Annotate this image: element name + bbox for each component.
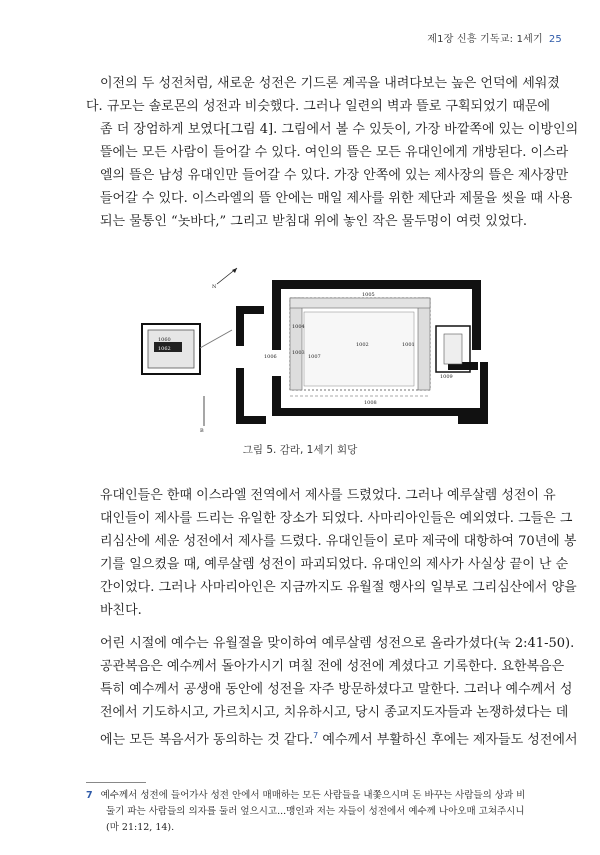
text-line: 뜰에는 모든 사람이 들어갈 수 있다. 여인의 뜰은 모든 유대인에게 개방된다. 이스라: [100, 145, 569, 160]
text-line: 특히 예수께서 공생애 동안에 성전을 자주 방문하셨다고 말한다. 그러나 예수께서 성: [100, 682, 573, 697]
room-label: 1060: [158, 337, 171, 343]
text-line: 들어갈 수 있다. 이스라엘의 뜰 안에는 매일 제사를 위한 제단과 제물을 씻을 때 사용: [100, 191, 573, 206]
room-label: 1003: [292, 350, 305, 356]
text-line: 좀 더 장엄하게 보였다[그림 4]. 그림에서 볼 수 있듯이, 가장 바깥쪽에 있는 이방인의: [100, 122, 579, 137]
footnote-reference[interactable]: 7: [313, 731, 319, 740]
room-label: 1062: [158, 346, 171, 352]
detached-building: [142, 324, 200, 374]
room-label: 1008: [364, 400, 377, 406]
text-segment: 에는 모든 복음서가 동의하는 것 같다.: [100, 732, 314, 748]
text-line: 되는 물통인 “놋바다,” 그리고 받침대 위에 놓인 작은 물두멍이 여럿 있었다.: [100, 214, 528, 229]
paragraph-2: [86, 484, 577, 622]
north-label: N: [212, 284, 217, 290]
footnote-text: 예수께서 성전에 들어가사 성전 안에서 매매하는 모든 사람들을 내쫓으시며 돈 바꾸는 사람들의 상과 비: [100, 790, 526, 801]
scale-label: B: [200, 428, 204, 434]
page-number: 25: [548, 34, 562, 45]
room-label: 1001: [402, 342, 415, 348]
paragraph-1: [86, 72, 579, 233]
inner-structure: [290, 298, 470, 396]
running-header: [427, 30, 562, 45]
footnote: [86, 788, 546, 836]
room-label: 1007: [308, 354, 321, 360]
text-line: 리심산에 세운 성전에서 제사를 드렸다. 유대인들이 로마 제국에 대항하여 70년에 봉: [100, 534, 577, 549]
footnote-number: 7: [86, 790, 93, 801]
room-label: 1006: [264, 354, 277, 360]
text-line: 어린 시절에 예수는 유월절을 맞이하여 예루살렘 성전으로 올라가셨다(눅 2:41-50).: [100, 636, 575, 651]
text-line: 유대인들은 한때 이스라엘 전역에서 제사를 드렸었다. 그러나 예루살렘 성전이 유: [100, 488, 556, 503]
room-label: 1004: [292, 324, 305, 330]
chapter-title: 제1장 신흥 기독교: 1세기: [427, 34, 543, 45]
path-line: [200, 330, 232, 348]
floor-plan-figure: [140, 266, 500, 434]
room-label: 1002: [356, 342, 369, 348]
footnote-line: [86, 788, 546, 804]
text-line: 바친다.: [100, 603, 142, 618]
text-line: 대인들이 제사를 드리는 유일한 장소가 되었다. 사마리아인들은 예외였다. 그들은 그: [100, 511, 573, 526]
text-line: 다. 규모는 솔로몬의 성전과 비슷했다. 그러나 일련의 벽과 뜰로 구획되었기 때문에: [86, 99, 551, 114]
text-segment: 예수께서 부활하신 후에는 제자들도 성전에서: [318, 732, 578, 748]
footnote-text: 둘기 파는 사람들의 의자를 둘러 엎으시고...맹인과 저는 자들이 성전에서 예수께 나아오매 고쳐주시니: [106, 806, 525, 817]
room-label: 1009: [440, 374, 453, 380]
paragraph-3: [86, 632, 578, 751]
text-line: 공관복음은 예수께서 돌아가시기 며칠 전에 성전에 계셨다고 기록한다. 요한복음은: [100, 659, 565, 674]
scale-bar: [200, 396, 204, 434]
text-line: 엘의 뜰은 남성 유대인만 들어갈 수 있다. 가장 안쪽에 있는 제사장의 뜰은 제사장만: [100, 168, 569, 183]
footnote-divider: [86, 782, 146, 783]
footnote-text: (마 21:12, 14).: [106, 822, 175, 833]
text-line: 이전의 두 성전처럼, 새로운 성전은 기드론 계곡을 내려다보는 높은 언덕에 세워졌: [100, 76, 560, 91]
text-line: [86, 724, 578, 751]
north-arrow-icon: [212, 268, 237, 290]
figure-caption: 그림 5. 감라, 1세기 회당: [242, 444, 358, 456]
text-line: 기를 일으켰을 때, 예루살렘 성전이 파괴되었다. 유대인의 제사가 사실상 끝이 난 순: [100, 557, 569, 572]
text-line: 간이었다. 그러나 사마리아인은 지금까지도 유월절 행사의 일부로 그리심산에서 양을: [100, 580, 577, 595]
synagogue-floor-plan: [140, 266, 500, 434]
room-label: 1005: [362, 292, 375, 298]
text-line: 전에서 기도하시고, 가르치시고, 치유하시고, 당시 종교지도자들과 논쟁하셨다는 데: [100, 705, 569, 720]
